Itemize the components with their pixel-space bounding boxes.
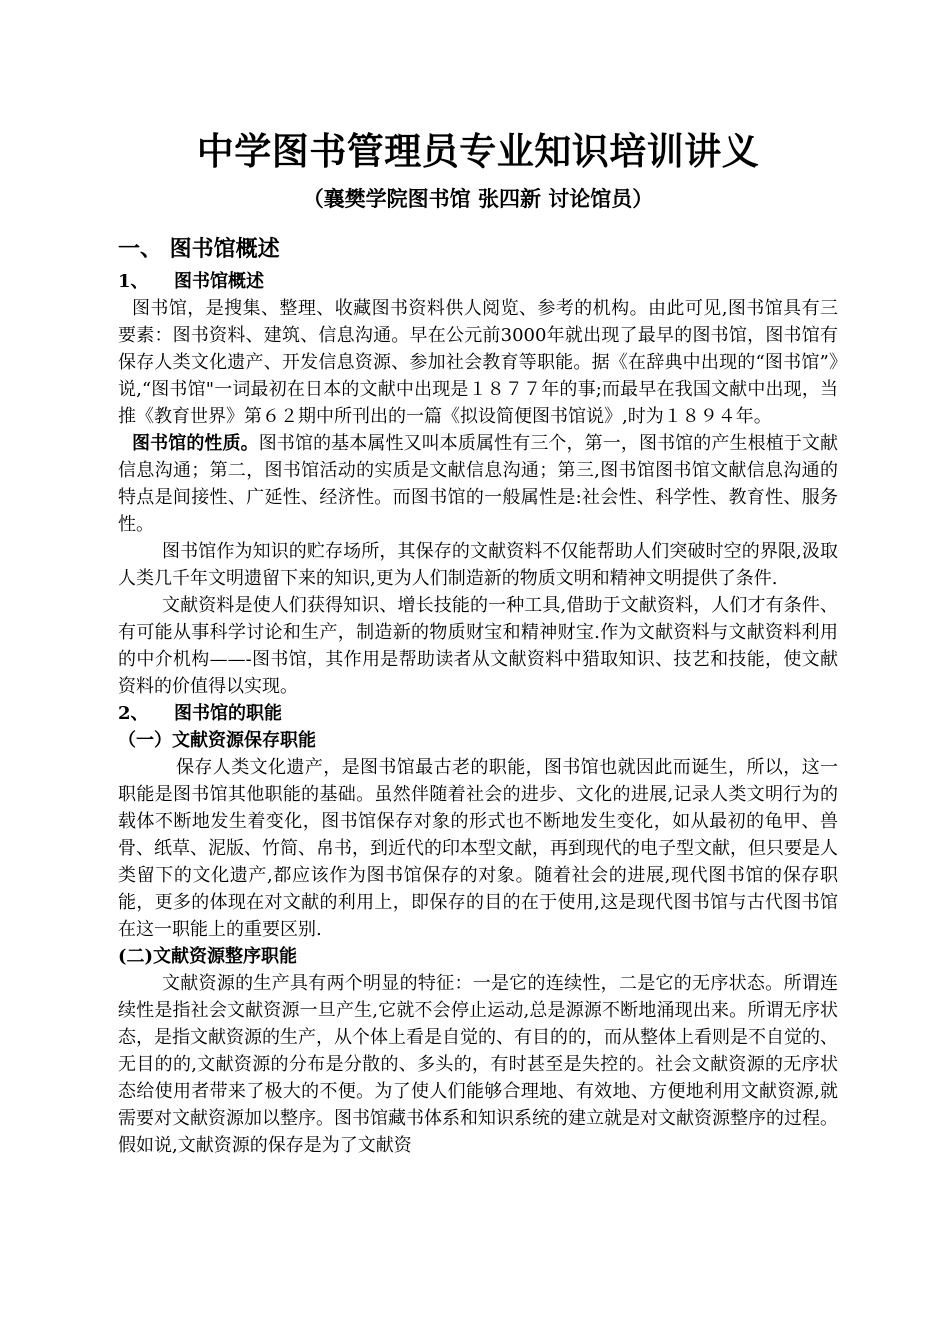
paragraph-preservation: 保存人类文化遗产，是图书馆最古老的职能，图书馆也就因此而诞生，所以，这一职能是图书馆其他职能的基础。虽然伴随着社会的进步、文化的进展,记录人类文明行为的载体不断地发生着变化，图书馆保存对象的形式也不断地发生变化，如从最初的龟甲、兽骨、纸草、泥版、竹简、帛书，到近代的印本型文献，再到现代的电子型文献，但只要是人类留下的文化遗产,都应该作为图书馆保存的对象。随着社会的进展,现代图书馆的保存职能，更多的体现在对文献的利用上，即保存的目的在于使用,这是现代图书馆与古代图书馆在这一职能上的重要区别. bbox=[118, 757, 838, 940]
subsection-heading-2a: （一）文献资源保存职能 bbox=[118, 730, 316, 751]
document-title: 中学图书管理员专业知识培训讲义 bbox=[196, 130, 760, 173]
paragraph-documents: 文献资料是使人们获得知识、增长技能的一种工具,借助于文献资料，人们才有条件、有可能从事科学讨论和生产，制造新的物质财宝和精神财宝.作为文献资料与文献资料利用的中介机构——-图书馆，其作用是帮助读者从文献资料中猎取知识、技艺和技能，使文献资料的价值得以实现。 bbox=[118, 595, 838, 697]
paragraph-nature bbox=[118, 430, 838, 538]
document-body bbox=[118, 234, 838, 1159]
section-heading-overview: 一、 图书馆概述 bbox=[118, 237, 280, 262]
subsection-label: 图书馆的职能 bbox=[174, 703, 282, 724]
document-subtitle: （襄樊学院图书馆 张四新 讨论馆员） bbox=[302, 186, 654, 211]
paragraph-definition: 图书馆，是搜集、整理、收藏图书资料供人阅览、参考的机构。由此可见,图书馆具有三要素：图书资料、建筑、信息沟通。早在公元前3000年就出现了最早的图书馆，图书馆有保存人类文化遗产、开发信息资源、参加社会教育等职能。据《在辞典中出现的“图书馆”》说,“图书馆"一词最初在日本的文献中出现是１８７７年的事;而最早在我国文献中出现，当推《教育世界》第６２期中所刊出的一篇《拟设简便图书馆说》,时为１８９４年。 bbox=[118, 298, 838, 427]
paragraph-nature-text: 图书馆的基本属性又叫本质属性有三个，第一，图书馆的产生根植于文献信息沟通；第二，图书馆活动的实质是文献信息沟通；第三,图书馆图书馆文献信息沟通的特点是间接性、广延性、经济性。而图书馆的一般属性是:社会性、科学性、教育性、服务性。 bbox=[118, 433, 839, 535]
paragraph-knowledge-store: 图书馆作为知识的贮存场所，其保存的文献资料不仅能帮助人们突破时空的界限,汲取人类几千年文明遗留下来的知识,更为人们制造新的物质文明和精神文明提供了条件. bbox=[118, 541, 838, 589]
subsection-number: 1、 bbox=[118, 271, 149, 292]
subsection-heading-2 bbox=[118, 700, 838, 727]
paragraph-lead: 图书馆的性质。 bbox=[132, 433, 259, 454]
subsection-heading-2b: (二)文献资源整序职能 bbox=[118, 946, 298, 967]
subsection-number: 2、 bbox=[118, 703, 149, 724]
paragraph-organization: 文献资源的生产具有两个明显的特征：一是它的连续性，二是它的无序状态。所谓连续性是指社会文献资源一旦产生,它就不会停止运动,总是源源不断地涌现出来。所谓无序状态，是指文献资源的生产，从个体上看是自觉的、有目的的，而从整体上看则是不自觉的、无目的的,文献资源的分布是分散的、多头的，有时甚至是失控的。社会文献资源的无序状态给使用者带来了极大的不便。为了使人们能够合理地、有效地、方便地利用文献资源,就需要对文献资源加以整序。图书馆藏书体系和知识系统的建立就是对文献资源整序的过程。假如说,文献资源的保存是为了文献资 bbox=[118, 973, 838, 1156]
subsection-label: 图书馆概述 bbox=[174, 271, 264, 292]
subsection-heading-1 bbox=[118, 268, 838, 295]
